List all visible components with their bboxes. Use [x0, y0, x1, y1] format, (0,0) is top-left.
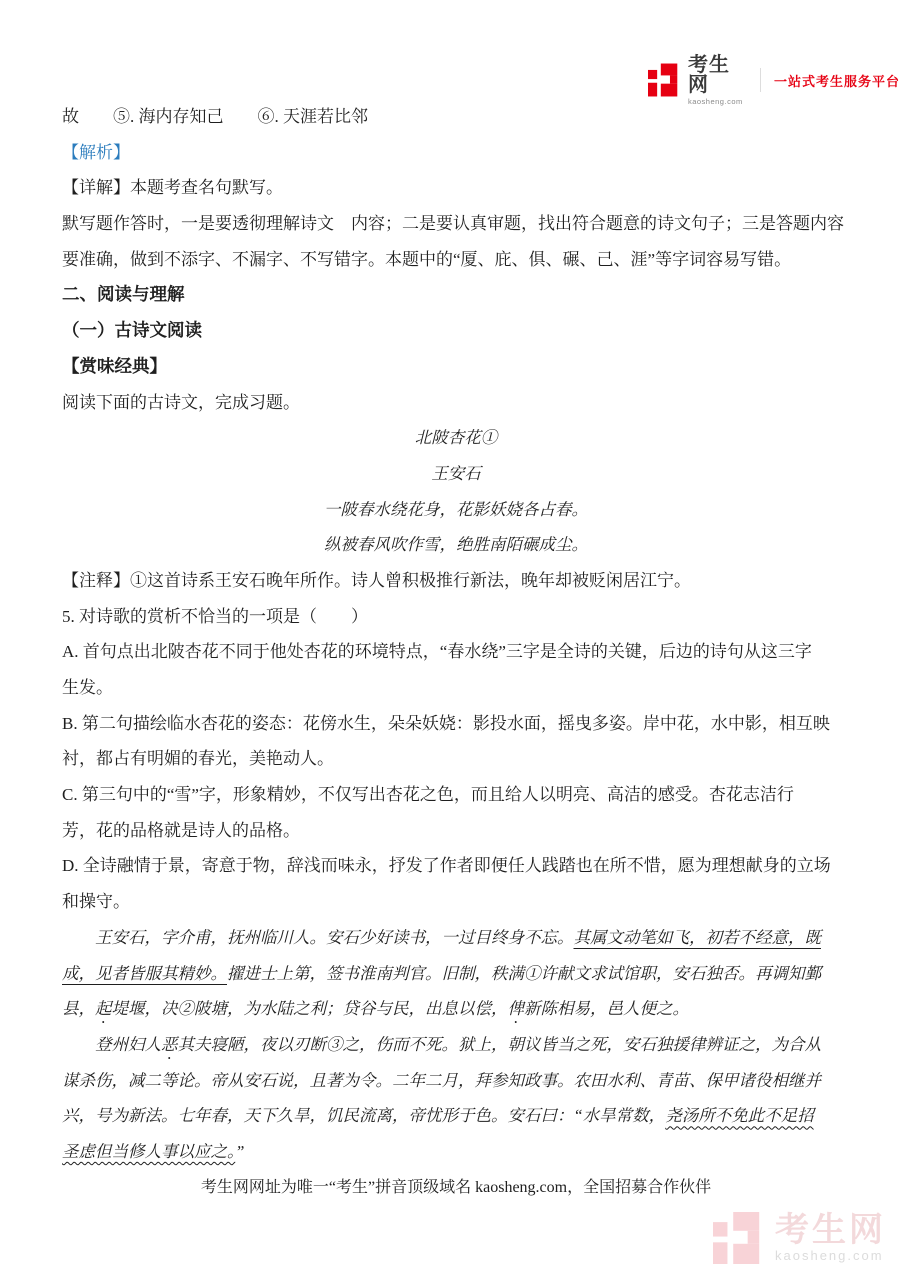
document-body [62, 96, 850, 1205]
passage-segment-emphasized: 恶 [161, 1034, 178, 1054]
passage-segment-wavy-underlined: 圣虑但当修人事以应之。 [62, 1141, 236, 1161]
option-d-line-2: 和操守。 [62, 892, 130, 912]
option-b-line-1: B. 第二句描绘临水杏花的姿态：花傍水生，朵朵妖娆：影投水面，摇曳多姿。岸中花，水中影，相互映 [62, 713, 830, 733]
kaosheng-watermark-logo-icon [713, 1212, 765, 1264]
option-c-line-1: C. 第三句中的“雪”字，形象精妙，不仅写出杏花之色，而且给人以明亮、高洁的感受。杏花志洁行 [62, 785, 794, 805]
note-line: 【注释】①这首诗系王安石晚年所作。诗人曾积极推行新法，晚年却被贬闲居江宁。 [62, 570, 691, 590]
watermark-brand-domain: kaosheng.com [775, 1247, 884, 1263]
passage-segment: 兴，号为新法。七年春，天下久旱，饥民流离，帝忧形于色。安石曰：“水旱常数， [62, 1106, 666, 1126]
passage-segment: 其夫寝陋，夜以刃断③之，伤而不死。狱上，朝议皆当之死，安石独援律辨证之，为合从 [177, 1034, 821, 1054]
passage-segment: 王安石，字介甫，抚州临川人。安石少好读书，一过目终身不忘。 [62, 927, 574, 947]
passage-line [62, 1098, 850, 1134]
passage-segment: 擢进士上第，签书淮南判官。旧制，秩满①许献文求试馆职，安石独否。再调知鄞 [227, 963, 821, 983]
poem-line-1: 一陂春水绕花身，花影妖娆各占春。 [324, 499, 588, 519]
brand-divider [760, 68, 761, 92]
section-heading: 二、阅读与理解 [62, 284, 185, 305]
brand-text [688, 55, 749, 106]
moxie-line-2: 要准确，做到不添字、不漏字、不写错字。本题中的“厦、庇、俱、碾、己、涯”等字词容易写错。 [62, 249, 792, 269]
passage-line [62, 1134, 850, 1170]
passage-segment-underlined: 其属文动笔如飞，初若不经意，既 [573, 927, 821, 947]
passage-segment: 谋杀伤，减二等论。帝从安石说，且著为令。二年二月，拜参知政事。农田水利、青苗、保甲诸役相继并 [62, 1070, 821, 1090]
passage-segment: 县， [62, 999, 95, 1019]
passage-line [62, 1027, 850, 1063]
option-b-line-2: 衬，都占有明媚的春光，美艳动人。 [62, 749, 334, 769]
passage-line [62, 920, 850, 956]
option-a-line-2: 生发。 [62, 678, 113, 697]
tag-heading: 【赏味经典】 [62, 355, 167, 376]
passage-segment-wavy-underlined: 尧汤所不免此不足招 [665, 1106, 814, 1126]
xiangjie-line: 【详解】本题考查名句默写。 [62, 178, 283, 198]
passage-segment-emphasized: 起 [95, 999, 112, 1019]
question-5: 5. 对诗歌的赏析不恰当的一项是（ ） [62, 606, 368, 626]
passage-line [62, 1063, 850, 1099]
jiexi-label: 【解析】 [62, 142, 130, 162]
option-d-line-1: D. 全诗融情于景，寄意于物，辞浅而味永，抒发了作者即便任人践踏也在所不惜，愿为理想献身的立场 [62, 856, 831, 876]
passage-segment: 登州妇人 [62, 1034, 161, 1054]
brand-tagline: 一站式考生服务平台 [773, 73, 900, 89]
option-a-line-1: A. 首句点出北陂杏花不同于他处杏花的环境特点，“春水绕”三字是全诗的关键，后边的诗句从这三字 [62, 642, 812, 662]
passage-line [62, 956, 850, 992]
moxie-line-1: 默写题作答时，一是要透彻理解诗文 内容；二是要认真审题，找出符合题意的诗文句子；三是答题内容 [62, 214, 844, 234]
watermark-brand-name: 考生网 [775, 1210, 886, 1249]
brand-logo [648, 53, 900, 106]
watermark [713, 1212, 886, 1264]
passage-segment: 堤堰，决②陂塘，为水陆之利；贷谷与民，出息以偿， [111, 999, 508, 1019]
intro-line: 阅读下面的古诗文，完成习题。 [62, 392, 300, 412]
passage-segment: ” [235, 1141, 245, 1161]
kaosheng-logo-icon [648, 63, 681, 97]
watermark-text [775, 1210, 886, 1263]
poem-title: 北陂杏花① [414, 428, 498, 448]
poem-author: 王安石 [431, 463, 481, 483]
footer-slogan: 考生网网址为唯一“考生”拼音顶级域名 kaosheng.com，全国招募合作伙伴 [200, 1178, 712, 1196]
brand-domain: kaosheng.com [687, 96, 743, 106]
sub-heading: （一）古诗文阅读 [62, 320, 202, 341]
brand-name: 考生网 [687, 53, 730, 96]
poem-line-2: 纵被春风吹作雪，绝胜南陌碾成尘。 [324, 535, 588, 555]
option-c-line-2: 芳，花的品格就是诗人的品格。 [62, 820, 300, 840]
answers-line: 故 ⑤. 海内存知己 ⑥. 天涯若比邻 [62, 107, 368, 126]
passage-segment-underlined: 成，见者皆服其精妙。 [62, 963, 227, 983]
passage-segment: 新陈相易，邑人便之。 [524, 999, 689, 1019]
passage-segment-emphasized: 俾 [507, 999, 524, 1019]
passage-line [62, 991, 850, 1027]
